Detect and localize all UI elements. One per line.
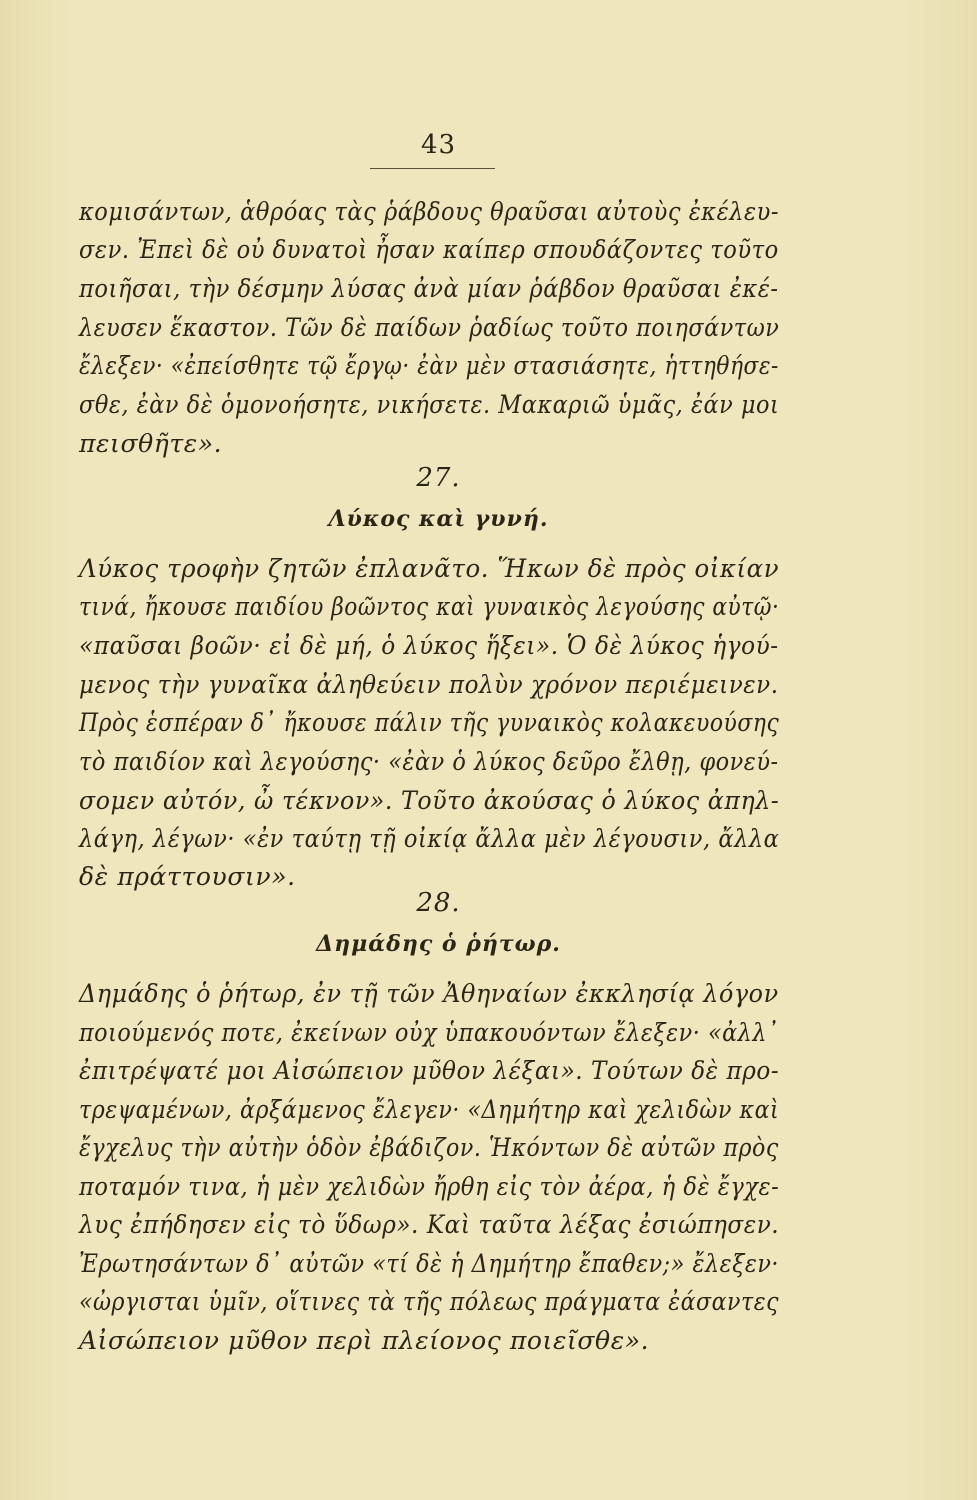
fable-28-line: ποιούμενός ποτε, ἐκείνων οὐχ ὑπακουόντων ἔλεξεν· «ἀλλ᾿: [79, 1018, 779, 1047]
fable-28-title: Δημάδης ὁ ῥήτωρ.: [316, 931, 561, 957]
fable-27-line: δὲ πράττουσιν».: [79, 862, 296, 891]
fable-27-line: σομεν αὐτόν, ὦ τέκνον». Τοῦτο ἀκούσας ὁ λύκος ἀπηλ-: [79, 786, 780, 815]
fable-27-line: τινά, ἤκουσε παιδίου βοῶντος καὶ γυναικὸς λεγούσης αὐτῷ·: [79, 592, 780, 621]
intro-line: κομισάντων, ἁθρόας τὰς ῥάβδους θραῦσαι αὐτοὺς ἐκέλευ-: [79, 197, 779, 226]
intro-line: σθε, ἐὰν δὲ ὁμονοήσητε, νικήσετε. Μακαριῶ ὑμᾶς, ἐάν μοι: [79, 390, 780, 419]
fable-27-line: Λύκος τροφὴν ζητῶν ἐπλανᾶτο. Ἥκων δὲ πρὸς οἰκίαν: [79, 554, 780, 583]
fable-27-line: τὸ παιδίον καὶ λεγούσης· «ἐὰν ὁ λύκος δεῦρο ἔλθῃ, φονεύ-: [79, 747, 779, 776]
intro-line: ἔλεξεν· «ἐπείσθητε τῷ ἔργῳ· ἐὰν μὲν στασιάσητε, ἡττηθήσε-: [79, 351, 779, 380]
fable-27-number: 27.: [416, 463, 461, 493]
fable-28-line: Αἰσώπειον μῦθον περὶ πλείονος ποιεῖσθε».: [79, 1326, 650, 1355]
fable-28-line: Δημάδης ὁ ῥήτωρ, ἐν τῇ τῶν Ἀθηναίων ἐκκλησίᾳ λόγον: [79, 979, 779, 1008]
header-rule: [370, 168, 495, 169]
fable-28-line: ἐπιτρέψατέ μοι Αἰσώπειον μῦθον λέξαι». Τούτων δὲ προ-: [79, 1056, 780, 1085]
fable-27-title: Λύκος καὶ γυνή.: [328, 506, 549, 532]
page-number: 43: [420, 130, 457, 160]
fable-28-line: Ἐρωτησάντων δ᾿ αὐτῶν «τί δὲ ἡ Δημήτηρ ἔπαθεν;» ἔλεξεν·: [79, 1249, 780, 1278]
fable-28-line: λυς ἐπήδησεν εἰς τὸ ὕδωρ». Καὶ ταῦτα λέξας ἐσιώπησεν.: [79, 1210, 780, 1239]
fable-28-line: «ὠργισται ὑμῖν, οἵτινες τὰ τῆς πόλεως πράγματα ἐάσαντες: [79, 1287, 779, 1316]
fable-27-line: μενος τὴν γυναῖκα ἀληθεύειν πολὺν χρόνον περιέμεινεν.: [79, 670, 779, 699]
intro-line: σεν. Ἐπεὶ δὲ οὐ δυνατοὶ ἦσαν καίπερ σπουδάζοντες τοῦτο: [79, 235, 779, 264]
fable-28-line: ποταμόν τινα, ἡ μὲν χελιδὼν ἤρθη εἰς τὸν ἀέρα, ἡ δὲ ἔγχε-: [79, 1172, 780, 1201]
fable-27-line: «παῦσαι βοῶν· εἰ δὲ μή, ὁ λύκος ἥξει». Ὁ δὲ λύκος ἡγού-: [79, 631, 779, 660]
fable-28-number: 28.: [416, 888, 461, 918]
fable-27-line: λάγη, λέγων· «ἐν ταύτῃ τῇ οἰκίᾳ ἄλλα μὲν λέγουσιν, ἄλλα: [79, 824, 780, 853]
intro-line: πεισθῆτε».: [79, 429, 223, 458]
intro-line: λευσεν ἕκαστον. Τῶν δὲ παίδων ῥαδίως τοῦτο ποιησάντων: [79, 313, 780, 342]
fable-28-line: ἔγχελυς τὴν αὐτὴν ὁδὸν ἐβάδιζον. Ἡκόντων δὲ αὐτῶν πρὸς: [79, 1133, 779, 1162]
fable-27-line: Πρὸς ἑσπέραν δ᾿ ἤκουσε πάλιν τῆς γυναικὸς κολακευούσης: [79, 708, 780, 737]
intro-line: ποιῆσαι, τὴν δέσμην λύσας ἀνὰ μίαν ῥάβδον θραῦσαι ἐκέ-: [79, 274, 779, 303]
fable-28-line: τρεψαμένων, ἀρξάμενος ἔλεγεν· «Δημήτηρ καὶ χελιδὼν καὶ: [79, 1095, 780, 1124]
